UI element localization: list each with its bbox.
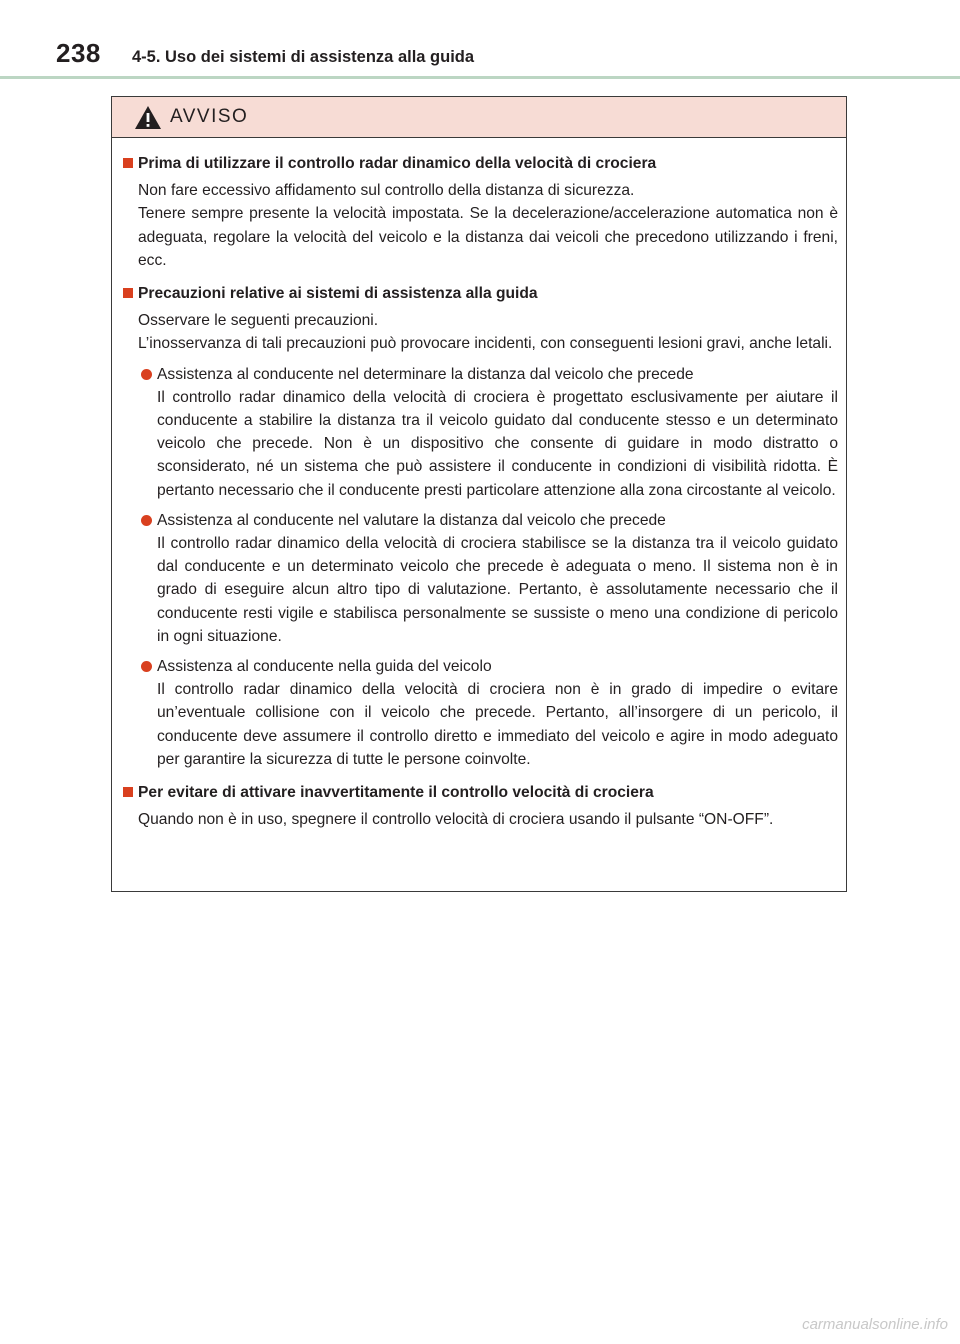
warning-triangle-icon bbox=[134, 105, 162, 130]
round-bullet-icon bbox=[141, 515, 152, 526]
round-bullet-icon bbox=[141, 661, 152, 672]
header-divider bbox=[0, 76, 960, 79]
section-heading bbox=[122, 781, 838, 804]
section-heading-text: Per evitare di attivare inavvertitamente il controllo velocità di crociera bbox=[138, 784, 654, 802]
paragraph: Quando non è in uso, spegnere il controllo velocità di crociera usando il pulsante “ON-OFF”. bbox=[138, 811, 774, 829]
bullet-item bbox=[122, 363, 838, 502]
bullet-text: Il controllo radar dinamico della velocità di crociera è progettato esclusivamente per aiutare il conducente a stabilire la distanza tra il veicolo guidato dal conducente stesso e un determinato veicolo che precede. Non è un dispositivo che consente di guidare in modo distratto o sconsiderato, né un sistema che può assistere il conducente in condizioni di visibilità ridotta. È pertanto necessario che il conducente presti particolare attenzione alla zona circostante al veicolo. bbox=[157, 388, 838, 499]
section-title: 4-5. Uso dei sistemi di assistenza alla guida bbox=[132, 48, 475, 66]
bullet-text: Il controllo radar dinamico della velocità di crociera stabilisce se la distanza tra il veicolo guidato dal conducente e un determinato veicolo che precede è adeguata o meno. Il sistema non è in grado di eseguire alcun altro tipo di valutazione. Pertanto, è assolutamente necessario che il conducente resti vigile e stabilisca personalmente se sussiste o meno una condizione di pericolo in ogni situazione. bbox=[157, 535, 838, 645]
warning-body bbox=[112, 138, 846, 831]
square-bullet-icon bbox=[123, 787, 133, 797]
bullet-title: Assistenza al conducente nella guida del veicolo bbox=[157, 658, 492, 676]
warning-header bbox=[112, 97, 846, 138]
warning-section bbox=[122, 152, 838, 272]
warning-box bbox=[111, 96, 847, 892]
warning-label: AVVISO bbox=[170, 106, 249, 127]
section-heading bbox=[122, 152, 838, 175]
warning-section bbox=[122, 282, 838, 771]
paragraph: L’inosservanza di tali precauzioni può provocare incidenti, con conseguenti lesioni gravi, anche letali. bbox=[138, 335, 833, 353]
square-bullet-icon bbox=[123, 288, 133, 298]
bullet-title: Assistenza al conducente nel determinare la distanza dal veicolo che precede bbox=[157, 365, 694, 383]
bullet-item bbox=[122, 509, 838, 648]
watermark: carmanualsonline.info bbox=[802, 1316, 948, 1333]
square-bullet-icon bbox=[123, 158, 133, 168]
paragraph: Osservare le seguenti precauzioni. bbox=[138, 312, 379, 330]
warning-section bbox=[122, 781, 838, 831]
bullet-text: Il controllo radar dinamico della velocità di crociera non è in grado di impedire o evitare un’eventuale collisione con il veicolo che precede. Pertanto, all’insorgere di un pericolo, il conducente deve assumere il controllo diretto e immediato del veicolo e agire in modo adeguato per garantire la sicurezza di tutte le persone coinvolte. bbox=[157, 681, 838, 768]
bullet-title: Assistenza al conducente nel valutare la distanza dal veicolo che precede bbox=[157, 511, 666, 529]
paragraph: Non fare eccessivo affidamento sul controllo della distanza di sicurezza. bbox=[138, 182, 635, 200]
section-heading bbox=[122, 282, 838, 305]
paragraph: Tenere sempre presente la velocità impostata. Se la decelerazione/accelerazione automatica non è adeguata, regolare la velocità del veicolo e la distanza dai veicoli che precedono utilizzando i freni, ecc. bbox=[138, 205, 838, 269]
bullet-item bbox=[122, 655, 838, 771]
section-heading-text: Prima di utilizzare il controllo radar dinamico della velocità di crociera bbox=[138, 155, 657, 172]
round-bullet-icon bbox=[141, 369, 152, 380]
page-header bbox=[0, 0, 960, 80]
page-number: 238 bbox=[56, 38, 101, 68]
section-heading-text: Precauzioni relative ai sistemi di assistenza alla guida bbox=[138, 285, 538, 303]
